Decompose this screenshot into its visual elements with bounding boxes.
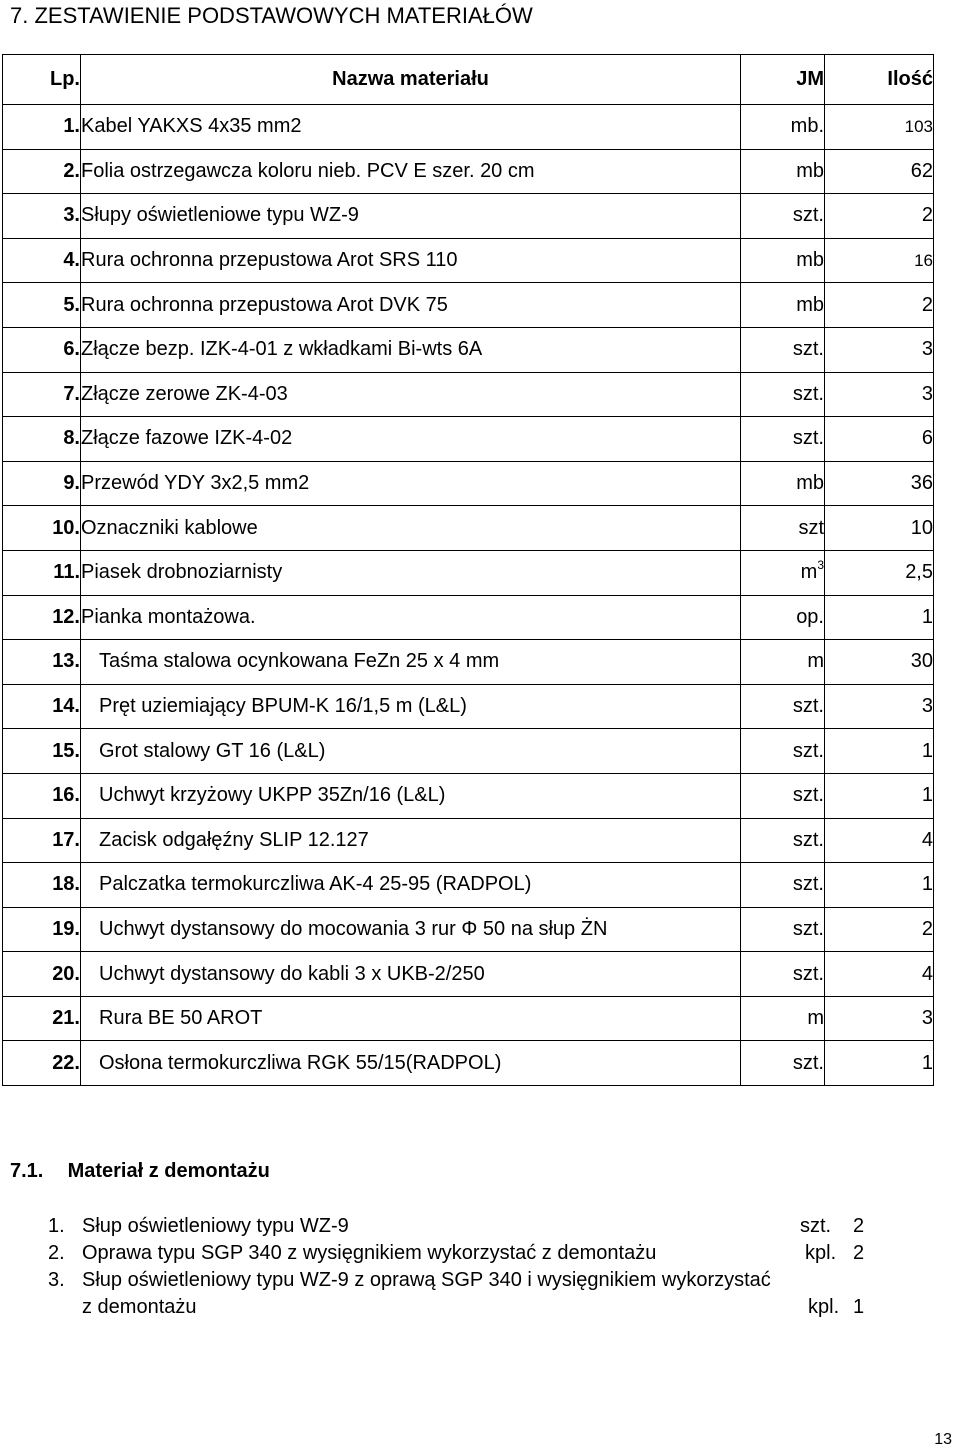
row-jm <box>741 818 825 863</box>
row-jm-text: mb <box>796 293 824 316</box>
list-item-qty: 2 <box>853 1242 865 1264</box>
materials-table <box>2 54 934 1086</box>
table-row <box>3 461 934 506</box>
row-jm-text: szt. <box>792 204 824 227</box>
row-name: Piasek drobnoziarnisty <box>81 550 741 595</box>
row-jm-text: szt. <box>792 382 824 405</box>
row-lp: 20. <box>3 952 81 997</box>
row-name: Pręt uziemiający BPUM-K 16/1,5 m (L&L) <box>81 684 741 729</box>
row-lp: 22. <box>3 1041 81 1086</box>
row-jm-text: szt. <box>792 739 824 762</box>
row-lp: 9. <box>3 461 81 506</box>
row-jm-text: m <box>807 650 824 673</box>
row-lp: 16. <box>3 773 81 818</box>
table-row <box>3 417 934 462</box>
list-item-number: 1. <box>48 1215 65 1237</box>
row-jm <box>741 863 825 908</box>
row-jm <box>741 952 825 997</box>
row-jm-text: mb <box>796 249 824 272</box>
list-item-number: 2. <box>48 1242 65 1264</box>
row-lp: 3. <box>3 194 81 239</box>
row-lp: 4. <box>3 238 81 283</box>
row-name: Złącze zerowe ZK-4-03 <box>81 372 741 417</box>
row-name: Uchwyt dystansowy do mocowania 3 rur Φ 50 na słup ŻN <box>81 907 741 952</box>
row-jm <box>741 907 825 952</box>
row-qty: 3 <box>825 684 934 729</box>
row-jm <box>741 327 825 372</box>
row-jm <box>741 417 825 462</box>
row-jm <box>741 461 825 506</box>
table-header-row <box>3 55 934 105</box>
row-qty: 2 <box>825 194 934 239</box>
table-row <box>3 105 934 150</box>
row-qty: 103 <box>825 105 934 150</box>
row-lp: 15. <box>3 729 81 774</box>
row-qty: 16 <box>825 238 934 283</box>
demolition-title: Materiał z demontażu <box>67 1160 270 1182</box>
row-name: Palczatka termokurczliwa AK-4 25-95 (RADPOL) <box>81 863 741 908</box>
row-qty: 1 <box>825 863 934 908</box>
row-jm <box>741 640 825 685</box>
row-jm-text: szt. <box>792 695 824 718</box>
list-item-number: 3. <box>48 1269 65 1291</box>
list-item-unit: kpl. <box>805 1242 837 1264</box>
table-row <box>3 952 934 997</box>
list-item-unit: kpl. <box>808 1296 840 1318</box>
row-jm-text: szt. <box>792 427 824 450</box>
row-lp: 8. <box>3 417 81 462</box>
row-name: Rura ochronna przepustowa Arot SRS 110 <box>81 238 741 283</box>
row-lp: 2. <box>3 149 81 194</box>
row-lp: 14. <box>3 684 81 729</box>
row-qty: 36 <box>825 461 934 506</box>
row-jm-text: szt. <box>792 1051 824 1074</box>
table-row <box>3 996 934 1041</box>
row-name: Kabel YAKXS 4x35 mm2 <box>81 105 741 150</box>
demolition-number: 7.1. <box>10 1160 44 1182</box>
row-jm <box>741 238 825 283</box>
list-item-text: Słup oświetleniowy typu WZ-9 z oprawą SGP 340 i wysięgnikiem wykorzystać z demontażu <box>82 1269 771 1318</box>
row-name: Folia ostrzegawcza koloru nieb. PCV E szer. 20 cm <box>81 149 741 194</box>
row-jm <box>741 506 825 551</box>
row-name: Słupy oświetleniowe typu WZ-9 <box>81 194 741 239</box>
table-row <box>3 327 934 372</box>
row-jm-text: mb <box>796 159 824 182</box>
row-jm <box>741 283 825 328</box>
row-jm <box>741 105 825 150</box>
row-name: Rura BE 50 AROT <box>81 996 741 1041</box>
row-jm-text: op. <box>796 605 824 628</box>
row-qty: 62 <box>825 149 934 194</box>
row-qty: 3 <box>825 327 934 372</box>
row-lp: 5. <box>3 283 81 328</box>
row-name: Osłona termokurczliwa RGK 55/15(RADPOL) <box>81 1041 741 1086</box>
table-row <box>3 640 934 685</box>
table-row <box>3 863 934 908</box>
table-row <box>3 595 934 640</box>
row-jm-text: szt. <box>792 917 824 940</box>
row-name: Przewód YDY 3x2,5 mm2 <box>81 461 741 506</box>
row-qty: 10 <box>825 506 934 551</box>
table-row <box>3 729 934 774</box>
row-jm <box>741 372 825 417</box>
row-jm <box>741 996 825 1041</box>
table-row <box>3 818 934 863</box>
table-row <box>3 506 934 551</box>
row-name: Taśma stalowa ocynkowana FeZn 25 x 4 mm <box>81 640 741 685</box>
row-qty: 3 <box>825 372 934 417</box>
row-qty: 6 <box>825 417 934 462</box>
row-lp: 11. <box>3 550 81 595</box>
row-jm <box>741 1041 825 1086</box>
row-lp: 13. <box>3 640 81 685</box>
row-name: Zacisk odgałęźny SLIP 12.127 <box>81 818 741 863</box>
header-lp: Lp. <box>3 55 81 105</box>
row-name: Grot stalowy GT 16 (L&L) <box>81 729 741 774</box>
row-qty: 4 <box>825 952 934 997</box>
row-jm-superscript: 3 <box>817 558 824 573</box>
section-number: 7. <box>10 3 29 28</box>
row-name: Złącze bezp. IZK-4-01 z wkładkami Bi-wts 6A <box>81 327 741 372</box>
row-lp: 17. <box>3 818 81 863</box>
row-jm <box>741 149 825 194</box>
table-row <box>3 1041 934 1086</box>
table-row <box>3 684 934 729</box>
header-name: Nazwa materiału <box>81 55 741 105</box>
list-item-qty: 2 <box>853 1215 865 1237</box>
row-qty: 30 <box>825 640 934 685</box>
row-name: Oznaczniki kablowe <box>81 506 741 551</box>
row-qty: 1 <box>825 1041 934 1086</box>
table-row <box>3 194 934 239</box>
table-row <box>3 149 934 194</box>
row-lp: 10. <box>3 506 81 551</box>
table-row <box>3 238 934 283</box>
list-item <box>48 1240 928 1267</box>
row-qty: 2,5 <box>825 550 934 595</box>
row-qty: 1 <box>825 729 934 774</box>
row-qty: 3 <box>825 996 934 1041</box>
row-name: Złącze fazowe IZK-4-02 <box>81 417 741 462</box>
header-qty: Ilość <box>825 55 934 105</box>
list-item-text: Słup oświetleniowy typu WZ-9 <box>82 1215 349 1237</box>
table-row <box>3 773 934 818</box>
list-item-text: Oprawa typu SGP 340 z wysięgnikiem wykorzystać z demontażu <box>82 1242 657 1264</box>
page-number: 13 <box>934 1431 952 1448</box>
table-row <box>3 907 934 952</box>
row-jm-text: mb. <box>790 115 824 138</box>
table-row <box>3 372 934 417</box>
row-lp: 12. <box>3 595 81 640</box>
row-jm <box>741 684 825 729</box>
materials-table-body <box>3 105 934 1086</box>
row-qty: 2 <box>825 907 934 952</box>
row-jm <box>741 194 825 239</box>
row-lp: 7. <box>3 372 81 417</box>
row-name: Uchwyt krzyżowy UKPP 35Zn/16 (L&L) <box>81 773 741 818</box>
demolition-heading <box>10 1160 270 1183</box>
row-lp: 19. <box>3 907 81 952</box>
row-qty: 1 <box>825 595 934 640</box>
row-lp: 18. <box>3 863 81 908</box>
row-jm-text: szt. <box>792 338 824 361</box>
section-heading-main <box>10 2 533 30</box>
row-lp: 1. <box>3 105 81 150</box>
list-item-unit: szt. <box>800 1215 832 1237</box>
list-item <box>48 1213 928 1240</box>
row-jm <box>741 729 825 774</box>
list-item-qty: 1 <box>853 1296 865 1318</box>
section-title: ZESTAWIENIE PODSTAWOWYCH MATERIAŁÓW <box>34 3 533 28</box>
row-lp: 21. <box>3 996 81 1041</box>
row-jm-text: szt. <box>792 828 824 851</box>
row-qty: 2 <box>825 283 934 328</box>
row-jm-text: m <box>807 1007 824 1030</box>
row-name: Pianka montażowa. <box>81 595 741 640</box>
header-jm: JM <box>741 55 825 105</box>
row-jm <box>741 550 825 595</box>
row-jm-text: mb <box>796 472 824 495</box>
table-row <box>3 550 934 595</box>
row-jm-text: szt. <box>792 962 824 985</box>
row-qty: 4 <box>825 818 934 863</box>
row-jm-text: szt. <box>792 873 824 896</box>
row-jm <box>741 595 825 640</box>
row-jm <box>741 773 825 818</box>
row-jm-text: m <box>800 561 818 584</box>
row-name: Rura ochronna przepustowa Arot DVK 75 <box>81 283 741 328</box>
demolition-list <box>48 1213 928 1321</box>
row-qty: 1 <box>825 773 934 818</box>
row-jm-text: szt. <box>792 784 824 807</box>
list-item <box>48 1267 928 1321</box>
row-name: Uchwyt dystansowy do kabli 3 x UKB-2/250 <box>81 952 741 997</box>
row-lp: 6. <box>3 327 81 372</box>
table-row <box>3 283 934 328</box>
row-jm-text: szt <box>798 516 824 539</box>
